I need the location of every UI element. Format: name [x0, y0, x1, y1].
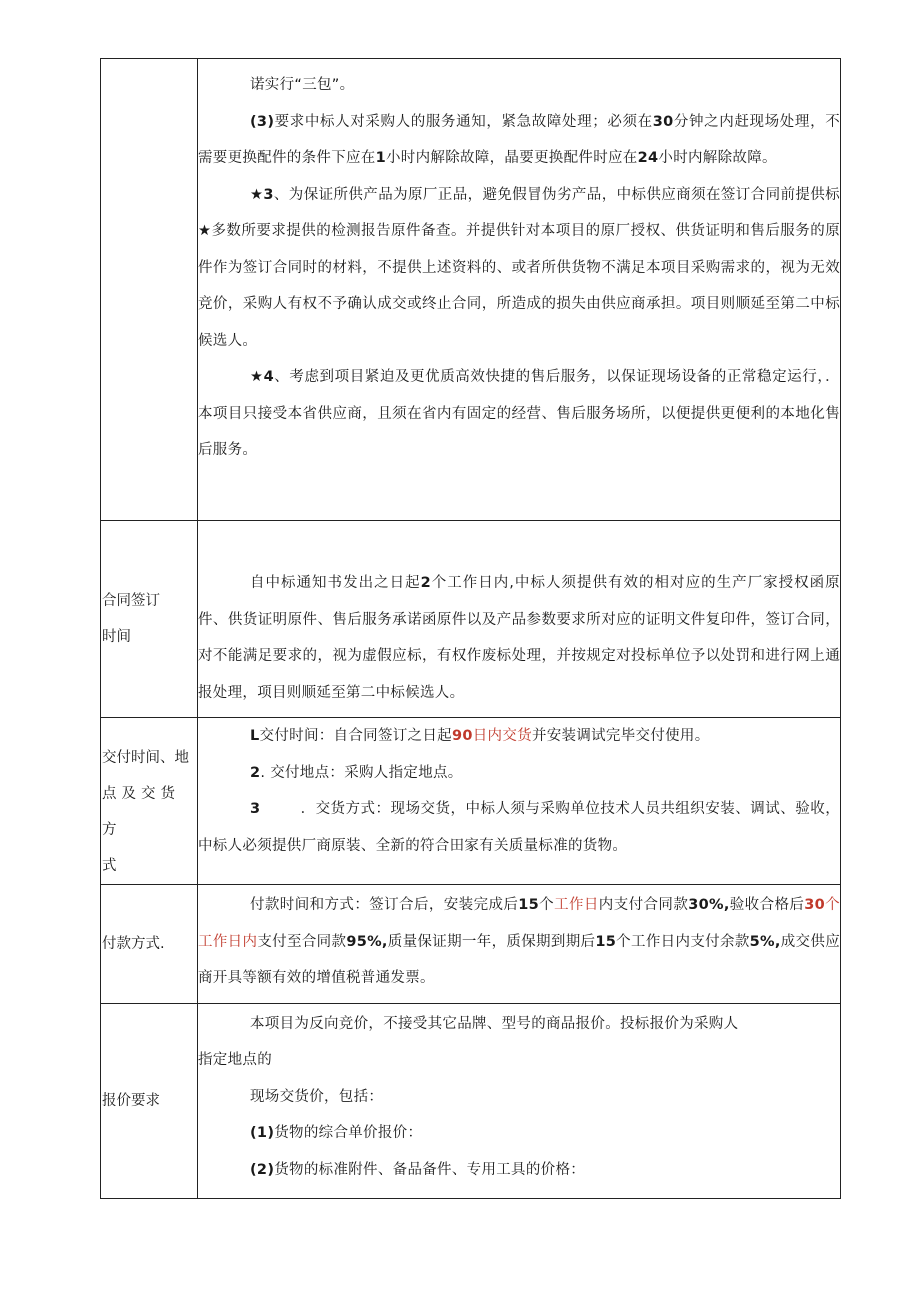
- delivery-content: [198, 718, 841, 885]
- paragraph: ★4、考虑到项目紧迫及更优质高效快捷的售后服务，以保证现场设备的正常稳定运行，．本项目只接受本省供应商，且须在省内有固定的经营、售后服务场所，以便提供更便利的本地化售后服务。: [198, 369, 840, 458]
- paragraph: 本项目为反向竞价，不接受其它品牌、型号的商品报价。投标报价为采购人: [250, 1015, 739, 1032]
- paragraph: (3)要求中标人对采购人的服务通知，紧急故障处理；必须在30分钟之内赶现场处理，不需要更换配件的条件下应在1小时内解除故障，晶要更换配件时应在24小时内解除故障。: [198, 113, 840, 166]
- paragraph: 3 ．交货方式：现场交货，中标人须与采购单位技术人员共组织安装、调试、验收，中标人必须提供厂商原装、全新的符合田家有关质量标准的货物。: [198, 801, 840, 854]
- row-label: 合同签订 时间: [101, 521, 198, 718]
- paragraph: 付款时间和方式：签订合后，安装完成后15个工作日内支付合同款30%,验收合格后30个工作日内支付至合同款95%,质量保证期一年，质保期到期后15个工作日内支付余款5%,成交供应商开具等额有效的增值税普通发票。: [198, 897, 841, 986]
- after-sales-content: [198, 59, 841, 521]
- paragraph: 2. 交付地点：采购人指定地点。: [250, 764, 463, 781]
- paragraph: 自中标通知书发出之日起2个工作日内,中标人须提供有效的相对应的生产厂家授权函原件、供货证明原件、售后服务承诺函原件以及产品参数要求所对应的证明文件复印件，签订合同，对不能满足要求的，视为虚假应标，有权作废标处理，并按规定对投标单位予以处罚和进行网上通报处理，项目则顺延至第二中标候选人。: [198, 575, 840, 701]
- row-quotation: [101, 1003, 841, 1198]
- row-delivery: [101, 718, 841, 885]
- row-payment: [101, 885, 841, 1004]
- row-label: 报价要求: [101, 1003, 198, 1198]
- paragraph: (2)货物的标准附件、备品备件、专用工具的价格：: [250, 1161, 586, 1178]
- paragraph: ★3、为保证所供产品为原厂正品，避免假冒伪劣产品，中标供应商须在签订合同前提供标★多数所要求提供的检测报告原件备查。并提供针对本项目的原厂授权、供货证明和售后服务的原件作为签订合同时的材料，不提供上述资料的、或者所供货物不满足本项目采购需求的，视为无效竞价，采购人有权不予确认成交或终止合同，所造成的损失由供应商承担。项目则顺延至第二中标候选人。: [198, 186, 840, 349]
- paragraph: (1)货物的综合单价报价：: [250, 1125, 423, 1141]
- row-label-empty: [101, 59, 198, 521]
- payment-content: [198, 885, 841, 1004]
- paragraph: 诺实行“三包”。: [250, 77, 355, 93]
- row-label: 交付时间、地 点及交货方 式: [101, 718, 198, 885]
- row-contract-signing: [101, 521, 841, 718]
- row-label: 付款方式.: [101, 885, 198, 1004]
- paragraph: L交付时间：自合同签订之日起90日内交货并安装调试完毕交付使用。: [250, 728, 710, 744]
- paragraph: 现场交货价，包括：: [250, 1088, 384, 1105]
- quotation-content: [198, 1003, 841, 1198]
- paragraph: 指定地点的: [198, 1052, 272, 1068]
- contract-signing-content: [198, 521, 841, 718]
- row-after-sales: [101, 59, 841, 521]
- requirements-table: [100, 58, 841, 1199]
